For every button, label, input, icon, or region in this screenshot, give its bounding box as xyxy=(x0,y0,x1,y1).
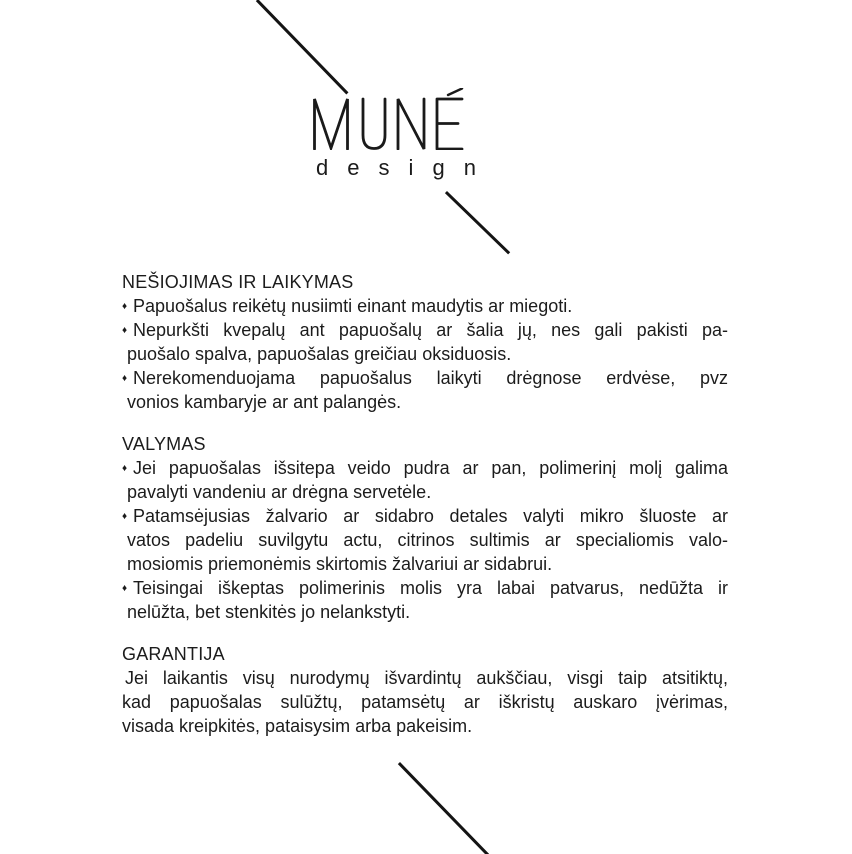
section-heading: NEŠIOJIMAS IR LAIKYMAS xyxy=(122,272,354,292)
diamond-bullet-icon: ♦ xyxy=(122,583,128,594)
text-line: nelūžta, bet stenkitės jo nelankstyti. xyxy=(127,602,411,622)
section-heading: GARANTIJA xyxy=(122,644,225,664)
decorative-diagonal-line-top xyxy=(256,0,349,94)
section-cleaning xyxy=(122,432,728,624)
paragraph xyxy=(122,666,728,738)
bullet-paragraph xyxy=(122,576,728,624)
care-instructions xyxy=(122,270,728,738)
logo-subtitle-letter: i xyxy=(408,155,414,180)
bullet-paragraph xyxy=(122,456,728,504)
text-line: Papuošalus reikėtų nusiimti einant maudytis ar miegoti. xyxy=(133,296,573,316)
text-line: puošalo spalva, papuošalas greičiau oksiduosis. xyxy=(127,344,512,364)
bullet-paragraph xyxy=(122,504,728,576)
brand-wordmark-mune xyxy=(313,88,479,150)
diamond-bullet-icon: ♦ xyxy=(122,373,128,384)
section-heading: VALYMAS xyxy=(122,434,206,454)
text-line: Jei laikantis visų nurodymų išvardintų aukščiau, visgi taip atsitiktų, xyxy=(125,668,728,688)
decorative-diagonal-line-middle xyxy=(445,191,510,254)
text-line: Patamsėjusias žalvario ar sidabro detales valyti mikro šluoste ar xyxy=(133,506,728,526)
text-line: vonios kambaryje ar ant palangės. xyxy=(127,392,402,412)
logo-subtitle-letter: g xyxy=(432,155,445,180)
diamond-bullet-icon: ♦ xyxy=(122,325,128,336)
diamond-bullet-icon: ♦ xyxy=(122,511,128,522)
text-line: Nerekomenduojama papuošalus laikyti drėgnose erdvėse, pvz xyxy=(133,368,728,388)
diamond-bullet-icon: ♦ xyxy=(122,301,128,312)
logo-subtitle-letter: e xyxy=(347,155,360,180)
section-wearing-storage xyxy=(122,270,728,414)
text-line: kad papuošalas sulūžtų, patamsėtų ar iškristų auskaro įvėrimas, xyxy=(122,692,728,712)
text-line: pavalyti vandeniu ar drėgna servetėle. xyxy=(127,482,432,502)
logo-subtitle-letter: d xyxy=(316,155,329,180)
brand-logo xyxy=(312,88,480,181)
text-line: mosiomis priemonėmis skirtomis žalvariui ar sidabrui. xyxy=(127,554,553,574)
bullet-paragraph xyxy=(122,294,728,318)
bullet-paragraph xyxy=(122,366,728,414)
bullet-paragraph xyxy=(122,318,728,366)
text-line: vatos padeliu suvilgytu actu, citrinos sultimis ar specialiomis valo- xyxy=(127,530,728,550)
logo-subtitle-letter: s xyxy=(378,155,390,180)
diamond-bullet-icon: ♦ xyxy=(122,463,128,474)
text-line: Jei papuošalas išsitepa veido pudra ar pan, polimerinį molį galima xyxy=(133,458,728,478)
logo-subtitle-letter: n xyxy=(463,155,476,180)
brand-subtitle xyxy=(316,155,476,181)
text-line: Nepurkšti kvepalų ant papuošalų ar šalia jų, nes gali pakisti pa- xyxy=(133,320,728,340)
text-line: Teisingai iškeptas polimerinis molis yra labai patvarus, nedūžta ir xyxy=(133,578,728,598)
section-warranty xyxy=(122,642,728,738)
text-line: visada kreipkitės, pataisysim arba pakeisim. xyxy=(122,716,473,736)
decorative-diagonal-line-bottom xyxy=(398,762,489,854)
